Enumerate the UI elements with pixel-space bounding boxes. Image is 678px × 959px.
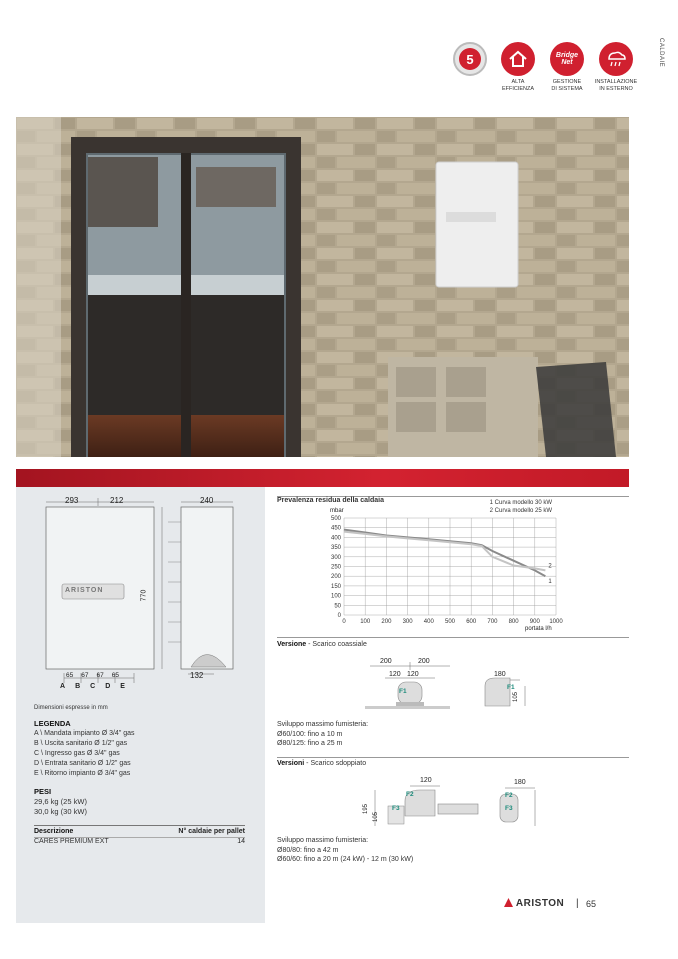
outdoor-badge: [594, 42, 638, 92]
y-tick-label: 0: [337, 613, 341, 619]
connection-letters: [60, 683, 125, 690]
y-tick-label: 250: [330, 564, 341, 571]
sviluppo1-title: Sviluppo massimo fumisteria:: [277, 721, 369, 728]
dim-120b: 120: [407, 671, 419, 678]
bottom-dim: 67: [81, 672, 89, 679]
dim-200b: 200: [418, 658, 430, 665]
bridgenet-caption-1: GESTIONE: [552, 79, 582, 85]
legenda-item: D \ Entrata sanitario Ø 1/2" gas: [34, 760, 131, 767]
warranty-badge: [448, 42, 492, 76]
bottom-dims: [66, 672, 119, 679]
sviluppo2-title: Sviluppo massimo fumisteria:: [277, 837, 369, 844]
dimensions-note: Dimensioni espresse in mm: [34, 705, 108, 711]
y-tick-label: 300: [330, 554, 341, 561]
efficiency-caption-1: ALTA: [511, 79, 525, 85]
x-tick-label: 1000: [549, 619, 563, 625]
pesi-list: [34, 797, 87, 817]
connection-letter: C: [90, 683, 96, 690]
legenda-list: [34, 729, 135, 779]
boiler-scene-illustration: [16, 117, 629, 457]
connection-letter: E: [120, 683, 125, 690]
y-tick-label: 100: [330, 593, 341, 600]
outdoor-install-icon: [599, 42, 633, 76]
5-year-warranty-icon: [453, 42, 487, 76]
versione2-rest: - Scarico sdoppiato: [304, 760, 367, 767]
legenda-item: E \ Ritorno impianto Ø 3/4" gas: [34, 770, 131, 777]
f3-label-b: F3: [505, 805, 513, 812]
dim-195: 195: [363, 803, 370, 815]
section-tab: CALDAIE: [658, 38, 664, 68]
legend-entry-2: 2 Curva modello 25 kW: [489, 507, 552, 514]
f2-label-b: F2: [505, 792, 513, 799]
series-line-1: [344, 530, 545, 577]
feature-badges: [448, 42, 638, 97]
section-divider-bar: [16, 469, 629, 487]
dim-132: 132: [190, 671, 204, 680]
table-header-pallet: N° caldaie per pallet: [178, 828, 245, 835]
bridgenet-badge: [545, 42, 589, 92]
pesi-title: PESI: [34, 787, 52, 796]
dim-240: 240: [200, 496, 214, 505]
table-header-description: Descrizione: [34, 828, 74, 835]
dim-120: 120: [420, 777, 432, 784]
versione1-rule: [277, 637, 629, 638]
versione1-bold: Versione: [277, 641, 307, 648]
chart-ylabel: mbar: [330, 508, 344, 514]
versione2-heading: [277, 760, 629, 767]
footer-logo-text: ARISTON: [515, 898, 565, 909]
chart-title: Prevalenza residua della caldaia: [277, 497, 385, 504]
x-tick-label: 600: [466, 619, 477, 625]
y-tick-label: 400: [330, 535, 341, 542]
f1-label-a: F1: [399, 688, 407, 695]
connection-letter: B: [75, 683, 81, 690]
f1-label-b: F1: [507, 684, 515, 691]
drawing-brand-logo: ARISTON: [65, 587, 104, 594]
pesi-item: 29,6 kg (25 kW): [34, 797, 87, 806]
page-number: 65: [586, 899, 597, 909]
dim-105b: 105: [373, 811, 380, 823]
dim-212: 212: [110, 496, 124, 505]
connection-letter: A: [60, 683, 66, 690]
product-photo: [16, 117, 629, 457]
dim-200a: 200: [380, 658, 392, 665]
dim-180b: 180: [514, 779, 526, 786]
bridgenet-icon: [550, 42, 584, 76]
bridgenet-logo-bottom: Net: [561, 59, 573, 66]
dim-293: 293: [65, 496, 79, 505]
versione1-heading: [277, 641, 629, 648]
legenda-item: A \ Mandata impianto Ø 3/4" gas: [34, 730, 135, 737]
x-tick-label: 0: [342, 619, 346, 625]
sviluppo1-item: Ø80/125: fino a 25 m: [277, 740, 343, 747]
dim-770: 770: [140, 589, 148, 602]
table-row-description: CARES PREMIUM EXT: [34, 838, 109, 845]
pressure-chart: [300, 507, 570, 628]
chart-xlabel: portata l/h: [525, 626, 552, 632]
x-tick-label: 800: [508, 619, 519, 625]
sviluppo1: [277, 720, 629, 749]
efficiency-badge: [496, 42, 540, 92]
x-tick-label: 700: [487, 619, 498, 625]
footer-separator: |: [576, 898, 579, 909]
x-tick-label: 400: [423, 619, 434, 625]
dim-120a: 120: [389, 671, 401, 678]
split-flue-diagram: [360, 776, 570, 831]
bridgenet-caption-2: DI SISTEMA: [551, 85, 583, 92]
versione2-rule: [277, 757, 629, 758]
legenda-item: B \ Uscita sanitario Ø 1/2" gas: [34, 740, 128, 747]
warranty-number: 5: [459, 48, 481, 70]
x-tick-label: 200: [381, 619, 392, 625]
f3-label-a: F3: [392, 805, 400, 812]
efficiency-caption-2: EFFICIENZA: [501, 85, 535, 92]
f2-label-a: F2: [406, 791, 414, 798]
table-row-pallet: 14: [237, 838, 245, 845]
sviluppo2-item: Ø80/80: fino a 42 m: [277, 846, 339, 854]
pesi-item: 30,0 kg (30 kW): [34, 807, 87, 816]
x-tick-label: 300: [402, 619, 413, 625]
footer-brand: [504, 898, 564, 909]
x-tick-label: 900: [529, 619, 540, 625]
outdoor-caption-1: INSTALLAZIONE: [594, 79, 638, 85]
y-tick-label: 50: [334, 603, 341, 610]
bridgenet-logo-top: Bridge: [555, 52, 579, 59]
sviluppo2: [277, 836, 629, 865]
series-label-1: 1: [548, 579, 552, 586]
legenda-title: LEGENDA: [34, 719, 71, 728]
house-efficiency-icon: [501, 42, 535, 76]
y-tick-label: 150: [330, 583, 341, 590]
x-tick-label: 500: [444, 619, 456, 625]
x-tick-label: 100: [360, 619, 371, 625]
y-tick-label: 450: [330, 525, 341, 532]
sviluppo1-item: Ø60/100: fino a 10 m: [277, 730, 343, 738]
series-label-2: 2: [548, 563, 552, 570]
y-tick-label: 200: [330, 574, 341, 581]
y-tick-label: 500: [330, 516, 341, 522]
bottom-dim: 67: [96, 672, 104, 679]
versione1-rest: - Scarico coassiale: [306, 641, 367, 648]
sviluppo2-item: Ø60/60: fino a 20 m (24 kW) - 12 m (30 kW): [277, 856, 414, 863]
dim-180: 180: [494, 671, 506, 678]
table-top-rule: [34, 825, 245, 826]
versione2-bold: Versioni: [277, 760, 305, 767]
y-tick-label: 350: [330, 545, 341, 552]
dim-105: 105: [513, 691, 520, 703]
legend-entry-1: 1 Curva modello 30 kW: [489, 500, 552, 506]
connection-letter: D: [105, 683, 111, 690]
ariston-logo-icon: [504, 898, 513, 907]
legenda-item: C \ Ingresso gas Ø 3/4" gas: [34, 750, 120, 757]
bottom-dim: 65: [111, 672, 119, 679]
outdoor-caption-2: IN ESTERNO: [599, 85, 633, 92]
bottom-dim: 65: [66, 672, 74, 679]
